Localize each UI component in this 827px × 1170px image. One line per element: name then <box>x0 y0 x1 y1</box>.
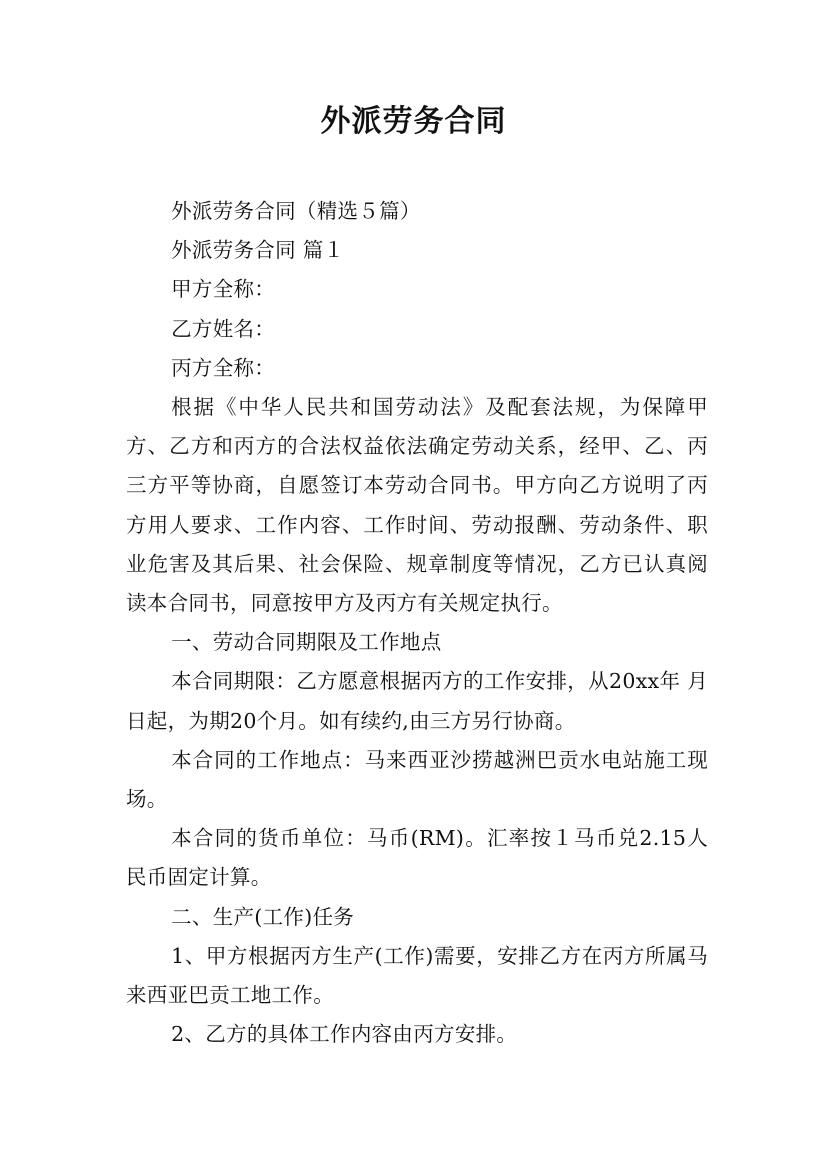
paragraph-section-title: 外派劳务合同 篇１ <box>171 238 345 263</box>
paragraph-subtitle: 外派劳务合同（精选５篇） <box>171 199 421 223</box>
document-body <box>126 192 708 1054</box>
paragraph-task-1: 1、甲方根据丙方生产(工作)需要，安排乙方在丙方所属马来西亚巴贡工地工作。 <box>126 943 708 1008</box>
party-a-field: 甲方全称： <box>171 277 276 302</box>
paragraph-work-location: 本合同的工作地点：马来西亚沙捞越洲巴贡水电站施工现场。 <box>126 747 708 812</box>
document-title: 外派劳务合同 <box>320 104 507 139</box>
paragraph-task-2: 2、乙方的具体工作内容由丙方安排。 <box>171 1022 518 1047</box>
paragraph-contract-term: 本合同期限：乙方愿意根据丙方的工作安排，从20xx年 月 日起，为期20个月。如有续约,由三方另行协商。 <box>126 669 708 733</box>
paragraph-currency: 本合同的货币单位：马币(RM)。汇率按１马币兑2.15人民币固定计算。 <box>126 826 708 890</box>
party-b-field: 乙方姓名： <box>171 316 276 341</box>
paragraph-preamble: 根据《中华人民共和国劳动法》及配套法规，为保障甲方、乙方和丙方的合法权益依法确定劳动关系，经甲、乙、丙三方平等协商，自愿签订本劳动合同书。甲方向乙方说明了丙方用人要求、工作内容、工作时间、劳动报酬、劳动条件、职业危害及其后果、社会保险、规章制度等情况，乙方已认真阅读本合同书，同意按甲方及丙方有关规定执行。 <box>126 395 708 616</box>
heading-production-tasks: 二、生产(工作)任务 <box>171 904 355 929</box>
heading-term-and-location: 一、劳动合同期限及工作地点 <box>171 630 442 655</box>
party-c-field: 丙方全称： <box>171 355 276 380</box>
